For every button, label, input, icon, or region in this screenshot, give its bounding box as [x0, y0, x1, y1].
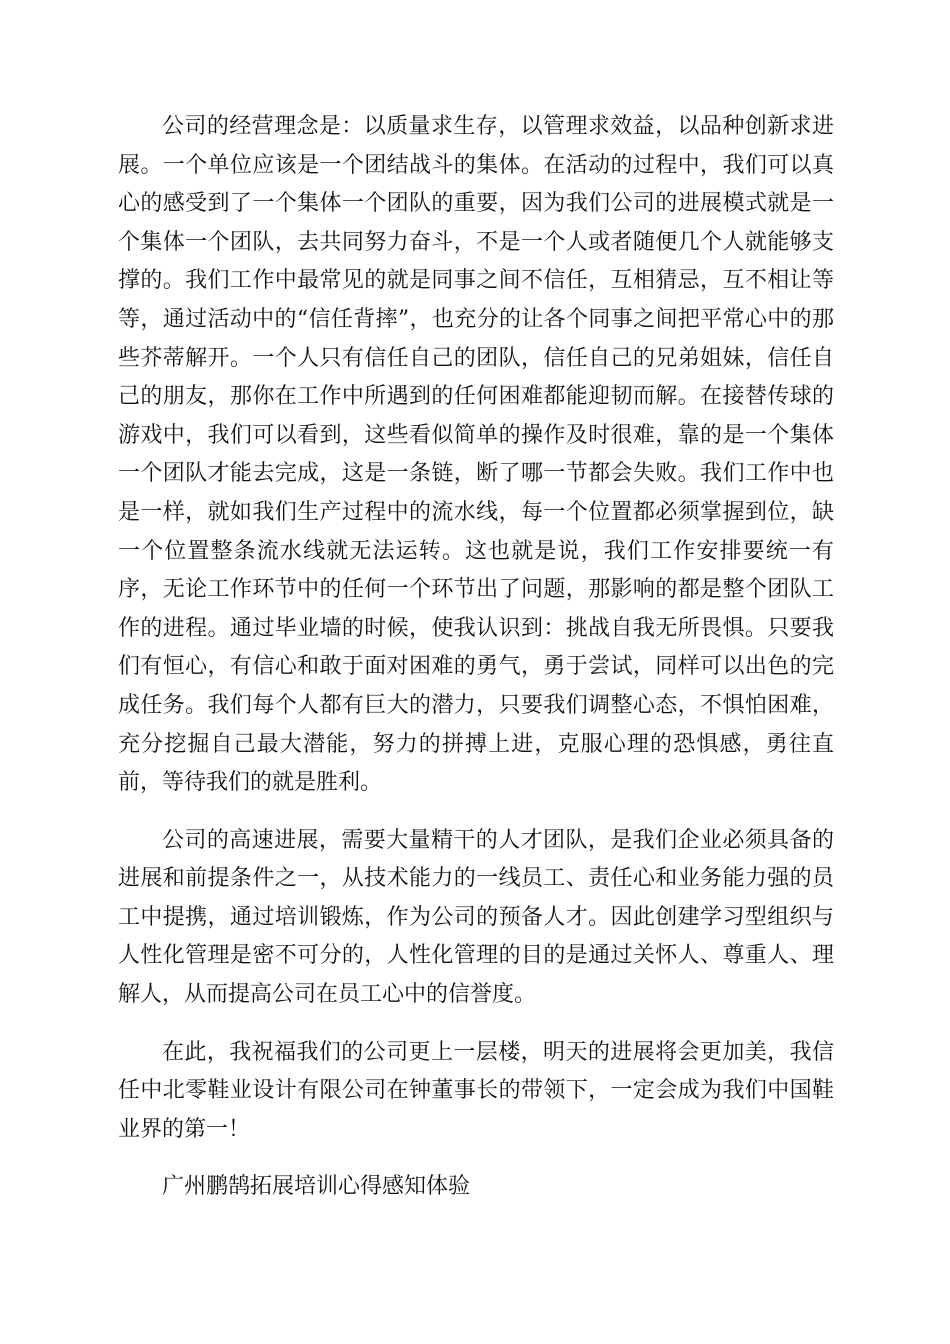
- section-title: 广州鹏鹄拓展培训心得感知体验: [162, 1174, 471, 1200]
- paragraph-2: 公司的高速进展，需要大量精干的人才团队，是我们企业必须具备的进展和前提条件之一，从技术能力的一线员工、责任心和业务能力强的员工中提携，通过培训锻炼，作为公司的预备人才。因此创建学习型组织与人性化管理是密不可分的，人性化管理的目的是通过关怀人、尊重人、理解人，从而提高公司在员工心中的信誉度。: [118, 827, 834, 1008]
- document-body: [118, 108, 834, 1226]
- paragraph-1: 公司的经营理念是：以质量求生存，以管理求效益，以品种创新求进展。一个单位应该是一个团结战斗的集体。在活动的过程中，我们可以真心的感受到了一个集体一个团队的重要，因为我们公司的进展模式就是一个集体一个团队，去共同努力奋斗，不是一个人或者随便几个人就能够支撑的。我们工作中最常见的就是同事之间不信任，互相猜忌，互不相让等等，通过活动中的“信任背摔”，也充分的让各个同事之间把平常心中的那些芥蒂解开。一个人只有信任自己的团队，信任自己的兄弟姐妹，信任自己的朋友，那你在工作中所遇到的任何困难都能迎韧而解。在接替传球的游戏中，我们可以看到，这些看似简单的操作及时很难，靠的是一个集体一个团队才能去完成，这是一条链，断了哪一节都会失败。我们工作中也是一样，就如我们生产过程中的流水线，每一个位置都必须掌握到位，缺一个位置整条流水线就无法运转。这也就是说，我们工作安排要统一有序，无论工作环节中的任何一个环节出了问题，那影响的都是整个团队工作的进程。通过毕业墙的时候，使我认识到：挑战自我无所畏惧。只要我们有恒心，有信心和敢于面对困难的勇气，勇于尝试，同样可以出色的完成任务。我们每个人都有巨大的潜力，只要我们调整心态，不惧怕困难，充分挖掘自己最大潜能，努力的拼搏上进，克服心理的恐惧感，勇往直前，等待我们的就是胜利。: [118, 114, 834, 796]
- paragraph-3: 在此，我祝福我们的公司更上一层楼，明天的进展将会更加美，我信任中北零鞋业设计有限公司在钟董事长的带领下，一定会成为我们中国鞋业界的第一！: [118, 1039, 834, 1142]
